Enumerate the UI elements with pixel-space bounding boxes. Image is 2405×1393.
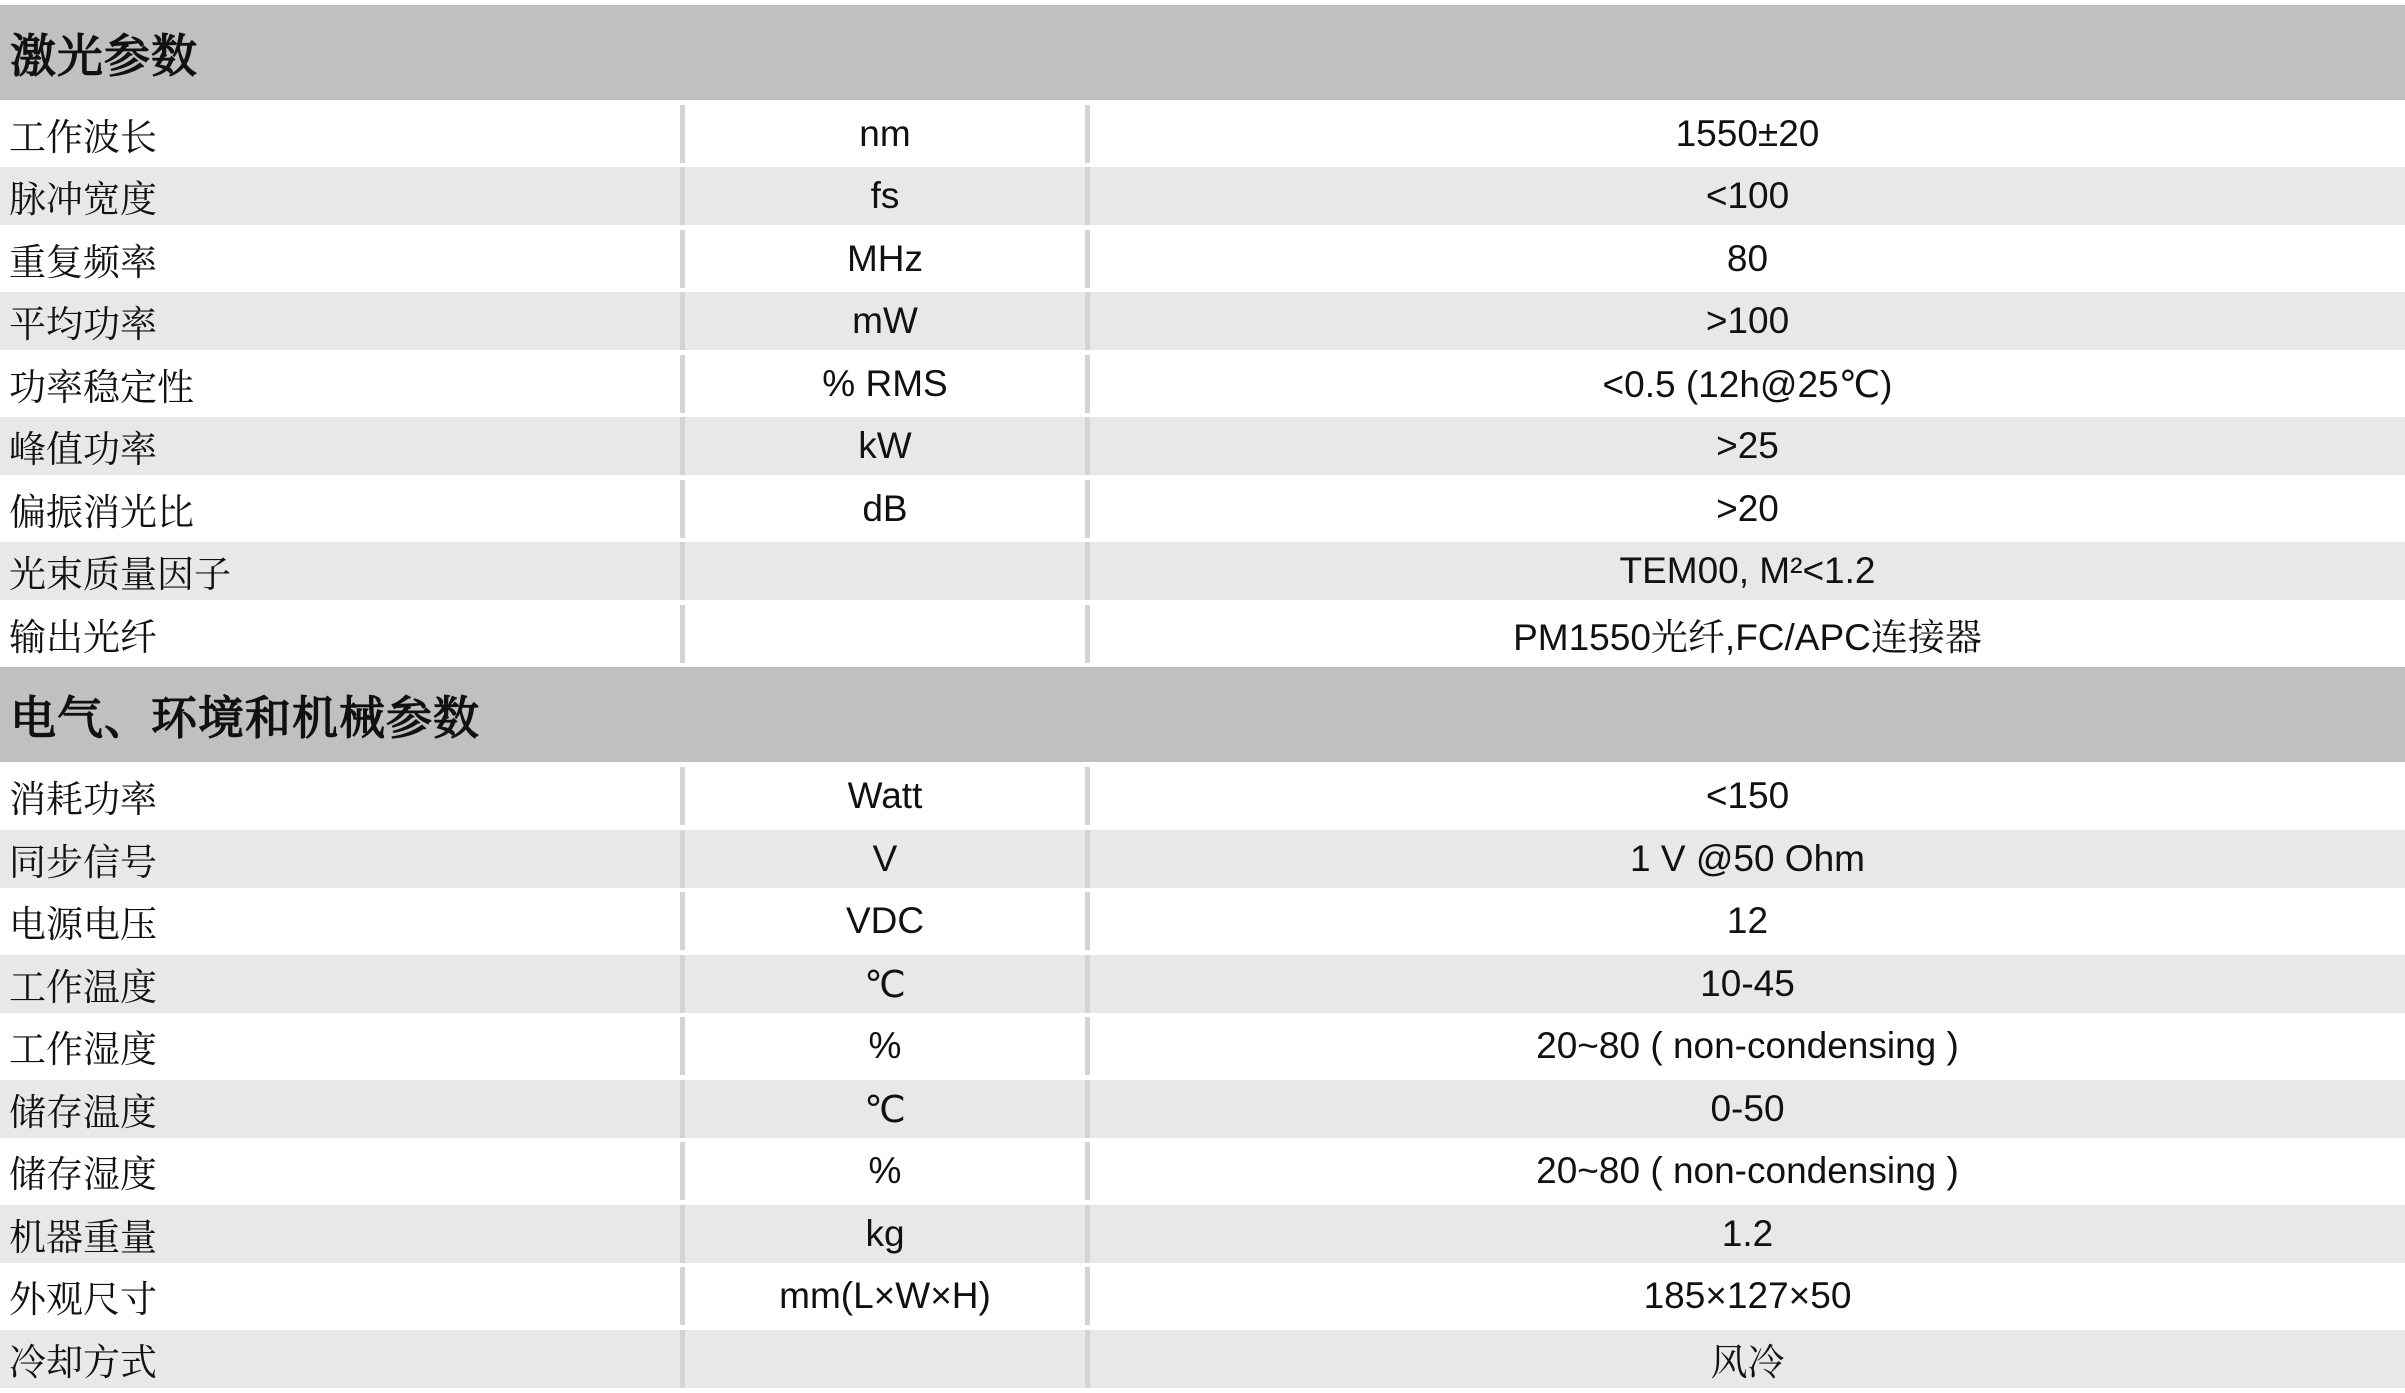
param-name: 外观尺寸 — [9, 1279, 157, 1320]
table-row — [0, 955, 2405, 1013]
param-name: 功率稳定性 — [9, 367, 194, 408]
table-row — [0, 1017, 2405, 1075]
table-row — [0, 542, 2405, 600]
param-unit: mW — [852, 300, 918, 341]
param-unit: mm(L×W×H) — [779, 1275, 991, 1316]
param-value: 风冷 — [1710, 1342, 1785, 1383]
param-name: 冷却方式 — [9, 1342, 157, 1383]
param-value: 1 V @50 Ohm — [1630, 838, 1865, 879]
table-row — [0, 105, 2405, 163]
section-header-laser — [0, 5, 2405, 100]
param-unit: % — [868, 1150, 902, 1191]
param-unit: dB — [862, 488, 908, 529]
table-row — [0, 830, 2405, 888]
param-value: <150 — [1705, 775, 1790, 816]
param-value: 12 — [1726, 900, 1769, 941]
param-name: 偏振消光比 — [9, 492, 194, 533]
section-title: 电气、环境和机械参数 — [10, 691, 480, 744]
param-name: 电源电压 — [9, 904, 157, 945]
param-name: 同步信号 — [9, 842, 157, 883]
param-name: 工作温度 — [9, 967, 157, 1008]
table-row — [0, 230, 2405, 288]
param-value: >25 — [1716, 425, 1779, 466]
param-value: 20~80 ( non-condensing ) — [1536, 1025, 1959, 1066]
param-name: 平均功率 — [9, 304, 157, 345]
param-name: 脉冲宽度 — [9, 179, 157, 220]
param-unit: % RMS — [822, 363, 948, 404]
param-name: 消耗功率 — [9, 779, 157, 820]
table-row — [0, 605, 2405, 663]
param-name: 储存温度 — [9, 1092, 157, 1133]
param-unit — [685, 605, 1085, 663]
table-row — [0, 167, 2405, 225]
param-value: PM1550光纤,FC/APC连接器 — [1513, 617, 1982, 658]
param-unit — [685, 542, 1085, 600]
param-name: 储存湿度 — [9, 1154, 157, 1195]
param-name: 工作湿度 — [9, 1029, 157, 1070]
table-row — [0, 1205, 2405, 1263]
param-value: >100 — [1705, 300, 1790, 341]
param-value: 1.2 — [1721, 1213, 1774, 1254]
table-row — [0, 1267, 2405, 1325]
section-title: 激光参数 — [10, 29, 198, 82]
param-name: 机器重量 — [9, 1217, 157, 1258]
table-row — [0, 1142, 2405, 1200]
param-unit: kW — [858, 425, 912, 466]
param-name: 重复频率 — [9, 242, 157, 283]
table-row — [0, 892, 2405, 950]
param-unit: MHz — [846, 238, 924, 279]
section-header-electrical — [0, 667, 2405, 762]
param-unit: ℃ — [864, 1088, 906, 1130]
param-unit — [685, 1330, 1085, 1388]
param-name: 光束质量因子 — [9, 554, 231, 595]
param-value: TEM00, M²<1.2 — [1619, 550, 1876, 591]
param-value: <0.5 (12h@25℃) — [1602, 363, 1893, 405]
table-row — [0, 480, 2405, 538]
table-row — [0, 767, 2405, 825]
param-value: 1550±20 — [1675, 113, 1820, 154]
param-name: 输出光纤 — [9, 617, 157, 658]
param-unit: fs — [870, 175, 900, 216]
param-unit: ℃ — [864, 963, 906, 1005]
param-unit: kg — [865, 1213, 905, 1254]
table-row — [0, 1330, 2405, 1388]
param-name: 峰值功率 — [9, 429, 157, 470]
param-value: 20~80 ( non-condensing ) — [1536, 1150, 1959, 1191]
param-unit: nm — [859, 113, 911, 154]
param-value: 10-45 — [1700, 963, 1795, 1004]
table-row — [0, 1080, 2405, 1138]
param-unit: VDC — [845, 900, 925, 941]
param-unit: % — [868, 1025, 902, 1066]
param-value: <100 — [1705, 175, 1790, 216]
table-row — [0, 417, 2405, 475]
param-value: >20 — [1716, 488, 1779, 529]
table-row — [0, 355, 2405, 413]
param-unit: Watt — [847, 775, 923, 816]
param-name: 工作波长 — [9, 117, 157, 158]
param-unit: V — [872, 838, 898, 879]
param-value: 80 — [1726, 238, 1769, 279]
param-value: 185×127×50 — [1643, 1275, 1852, 1316]
param-value: 0-50 — [1710, 1088, 1785, 1129]
table-row — [0, 292, 2405, 350]
